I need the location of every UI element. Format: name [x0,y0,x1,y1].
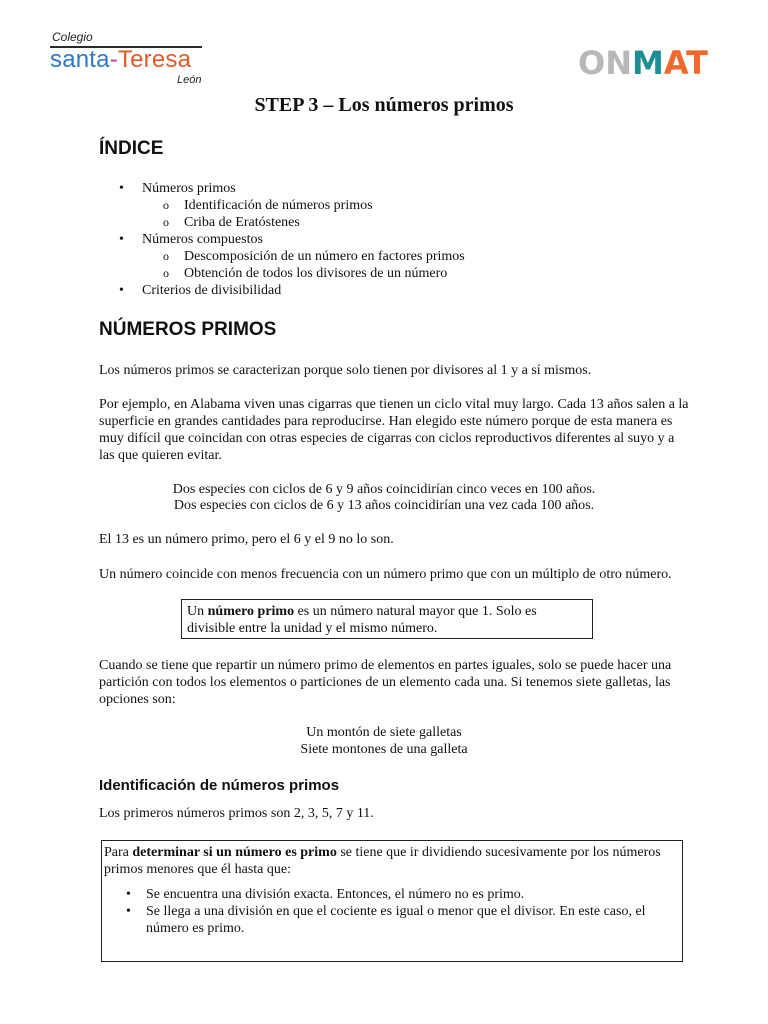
section-identification-heading: Identificación de números primos [99,777,340,794]
section-primes-heading: NÚMEROS PRIMOS [99,319,277,340]
onmat-logo [578,44,708,82]
centered-option-1: Un montón de siete galletas [306,725,462,740]
paragraph-partition: Cuando se tiene que repartir un número primo de elementos en partes iguales, solo se puede hacer una partición con todos los elementos o particiones de un elemento cada una. Si tenemos siete galletas, las opciones son: [99,658,672,707]
paragraph-definition: Los números primos se caracterizan porque solo tienen por divisores al 1 y a sí mismos. [99,363,592,378]
procedure-box [101,840,683,962]
index-item: • Números primos [99,180,465,197]
centered-option-2: Siete montones de una galleta [300,742,468,757]
onmat-m: M [631,44,664,82]
index-subitem: o Obtención de todos los divisores de un número [99,265,465,282]
paragraph-coincidence: Un número coincide con menos frecuencia con un número primo que con un múltiplo de otro número. [99,567,672,582]
paragraph-first-primes: Los primeros números primos son 2, 3, 5, 7 y 11. [99,806,374,821]
onmat-a: A [663,44,687,82]
onmat-t: T [686,44,708,82]
page-header [0,0,768,95]
paragraph-13-prime: El 13 es un número primo, pero el 6 y el 9 no lo son. [99,532,394,547]
school-logo [50,28,210,88]
index-subitem: o Descomposición de un número en factores primos [99,248,465,265]
centered-line-2: Dos especies con ciclos de 6 y 13 años coincidirían una vez cada 100 años. [173,498,595,513]
procedure-item: • Se encuentra una división exacta. Entonces, el número no es primo. [104,886,680,903]
page-title: STEP 3 – Los números primos [254,94,514,116]
procedure-intro: Para determinar si un número es primo se tiene que ir dividiendo sucesivamente por los números primos menores que él hasta que: [104,845,661,877]
logo-colegio-text: Colegio [52,30,93,44]
procedure-item: • Se llega a una división en que el cociente es igual o menor que el divisor. En este caso, el número es primo. [104,903,680,937]
procedure-term: determinar si un número es primo [132,845,337,860]
logo-name: santa-Teresa [50,46,192,73]
definition-term: número primo [207,604,295,619]
onmat-on: ON [578,44,632,82]
index-subitem: o Identificación de números primos [99,197,465,214]
procedure-list [104,886,680,937]
paragraph-cicadas: Por ejemplo, en Alabama viven unas cigarras que tienen un ciclo vital muy largo. Cada 13 años salen a la superficie en grandes cantidades para reproducirse. Han elegido este número porque de esta manera es muy difícil que coincidan con otras especies de cigarras con ciclos reproductivos diferentes al suyo y a las que quieren evitar. [99,397,689,463]
logo-leon-text: León [177,74,202,86]
index-item: • Números compuestos [99,231,465,248]
index-list [99,180,465,299]
logo-teresa: Teresa [117,46,192,73]
logo-santa: santa [50,46,110,73]
definition-box: Un número primo es un número natural mayor que 1. Solo es divisible entre la unidad y el mismo número. [181,599,593,639]
index-heading: ÍNDICE [99,138,164,159]
centered-line-1: Dos especies con ciclos de 6 y 9 años coincidirían cinco veces en 100 años. [172,482,596,497]
index-item: • Criterios de divisibilidad [99,282,465,299]
index-subitem: o Criba de Eratóstenes [99,214,465,231]
